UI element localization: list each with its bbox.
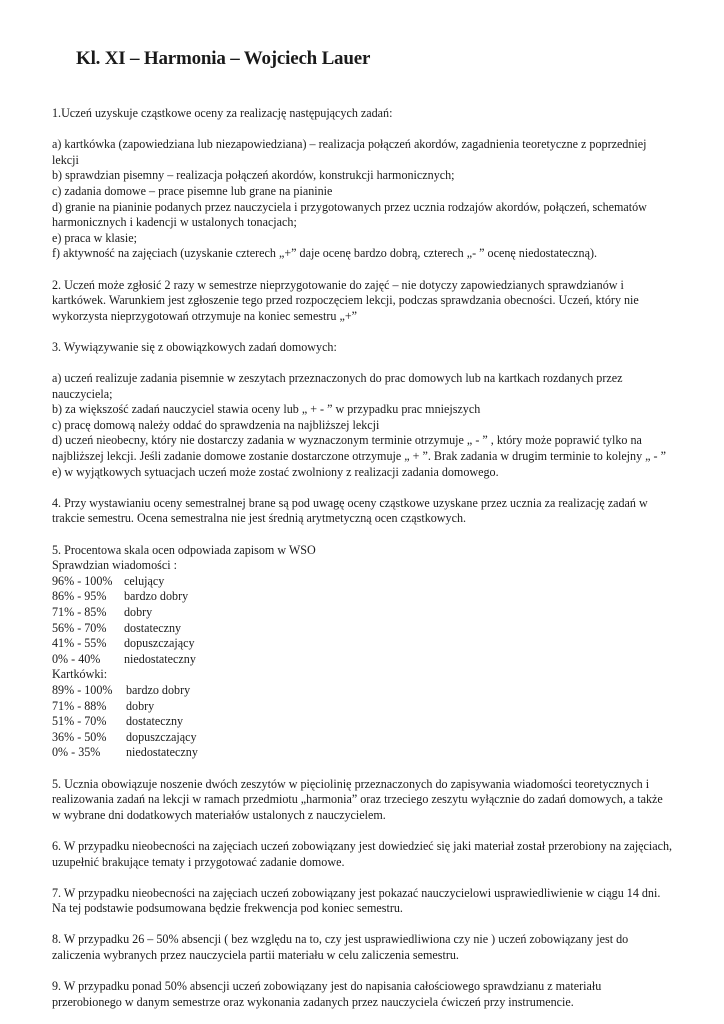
document-body bbox=[52, 106, 674, 1010]
grade-row bbox=[52, 714, 674, 730]
section-3-intro: 3. Wywiązywanie się z obowiązkowych zadań domowych: bbox=[52, 339, 337, 354]
section-4-paragraph: 4. Przy wystawianiu oceny semestralnej brane są pod uwagę oceny cząstkowe uzyskane przez ucznia za realizację zadań w trakcie semestru. Ocena semestralna nie jest średnią arytmetyczną ocen cząstkowych. bbox=[52, 495, 648, 526]
section-3-item-a: a) uczeń realizuje zadania pisemnie w zeszytach przeznaczonych do prac domowych lub na kartkach rozdanych przez nauczyciela; bbox=[52, 371, 623, 401]
sprawdzian-scale bbox=[52, 574, 674, 668]
grade-name: dopuszczający bbox=[124, 636, 195, 651]
grade-name: bardzo dobry bbox=[124, 589, 189, 604]
grade-name: bardzo dobry bbox=[126, 682, 191, 697]
grade-range: 36% - 50% bbox=[52, 729, 107, 744]
sprawdzian-label: Sprawdzian wiadomości : bbox=[52, 558, 177, 573]
kartkowki-label: Kartkówki: bbox=[52, 667, 108, 682]
grade-name: dostateczny bbox=[124, 620, 182, 635]
grade-row bbox=[52, 730, 674, 746]
grade-range: 41% - 55% bbox=[52, 636, 107, 651]
page-title: Kl. XI – Harmonia – Wojciech Lauer bbox=[76, 48, 371, 69]
grade-name: niedostateczny bbox=[124, 651, 196, 666]
grade-row bbox=[52, 605, 674, 621]
grade-row bbox=[52, 574, 674, 590]
section-6-paragraph: 5. Ucznia obowiązuje noszenie dwóch zeszytów w pięciolinię przeznaczonych do zapisywania wiadomości teoretycznych i realizowania zadań na lekcji w ramach przedmiotu „harmonia” oraz trzeciego zeszytu wyłącznie do zadań domowych, a także w wybrane dni dodatkowych materiałów ustalonych z nauczycielem. bbox=[52, 776, 663, 822]
grade-range: 0% - 40% bbox=[52, 651, 101, 666]
grade-name: dobry bbox=[126, 698, 155, 713]
grade-row bbox=[52, 652, 674, 668]
section-3-item-c: c) pracę domową należy oddać do sprawdzenia na najbliższej lekcji bbox=[52, 417, 380, 432]
section-1-item-c: c) zadania domowe – prace pisemne lub grane na pianinie bbox=[52, 183, 333, 198]
grade-range: 51% - 70% bbox=[52, 714, 107, 729]
section-5-intro: 5. Procentowa skala ocen odpowiada zapisom w WSO bbox=[52, 542, 316, 557]
grade-row bbox=[52, 699, 674, 715]
grade-range: 71% - 85% bbox=[52, 605, 107, 619]
grade-name: dostateczny bbox=[126, 714, 184, 729]
grade-range: 89% - 100% bbox=[52, 682, 113, 697]
grade-range: 0% - 35% bbox=[52, 745, 101, 760]
grade-row bbox=[52, 621, 674, 637]
section-9-paragraph: 8. W przypadku 26 – 50% absencji ( bez względu na to, czy jest usprawiedliwiona czy nie ) uczeń zobowiązany jest do zaliczenia wybranych przez nauczyciela partii materiału w celu zaliczenia semestru. bbox=[52, 932, 629, 963]
section-8-paragraph: 7. W przypadku nieobecności na zajęciach uczeń zobowiązany jest pokazać nauczycielowi usprawiedliwienie w ciągu 14 dni. Na tej podstawie podsumowana będzie frekwencja pod koniec semestru. bbox=[52, 885, 661, 916]
section-3-item-d: d) uczeń nieobecny, który nie dostarczy zadania w wyznaczonym terminie otrzymuje „ - ” , który może poprawić tylko na najbliższej lekcji. Jeśli zadanie domowe zostanie dostarczone otrzymuje „ + ”. Brak zadania w drugim terminie to kolejny „ - ” bbox=[52, 433, 666, 464]
grade-row bbox=[52, 683, 674, 699]
grade-row bbox=[52, 636, 674, 652]
section-1-intro: 1.Uczeń uzyskuje cząstkowe oceny za realizację następujących zadań: bbox=[52, 106, 393, 120]
section-10-paragraph: 9. W przypadku ponad 50% absencji uczeń zobowiązany jest do napisania całościowego sprawdzianu z materiału przerobionego w danym semestrze oraz wykonania zadanych przez nauczyciela ćwiczeń przy instrumencie. bbox=[52, 979, 602, 1009]
grade-name: niedostateczny bbox=[126, 745, 198, 760]
grade-name: dobry bbox=[124, 605, 153, 619]
section-7-paragraph: 6. W przypadku nieobecności na zajęciach uczeń zobowiązany jest dowiedzieć się jaki materiał został przerobiony na zajęciach, uzupełnić brakujące tematy i przygotować zadanie domowe. bbox=[52, 838, 673, 869]
grade-range: 71% - 88% bbox=[52, 698, 107, 713]
grade-range: 56% - 70% bbox=[52, 620, 107, 635]
section-1-item-d: d) granie na pianinie podanych przez nauczyciela i przygotowanych przez ucznia rodzajów akordów, połączeń, schematów harmonicznych i kadencji w ustalonych tonacjach; bbox=[52, 199, 647, 230]
section-3-item-e: e) w wyjątkowych sytuacjach uczeń może zostać zwolniony z realizacji zadania domowego. bbox=[52, 464, 499, 479]
kartkowki-scale bbox=[52, 683, 674, 761]
grade-range: 86% - 95% bbox=[52, 589, 107, 604]
grade-row bbox=[52, 745, 674, 761]
section-1-item-a: a) kartkówka (zapowiedziana lub niezapowiedziana) – realizacja połączeń akordów, zagadnienia teoretyczne z poprzedniej lekcji bbox=[52, 137, 647, 167]
section-1-item-e: e) praca w klasie; bbox=[52, 230, 137, 245]
section-3-item-b: b) za większość zadań nauczyciel stawia oceny lub „ + - ” w przypadku prac mniejszych bbox=[52, 402, 481, 417]
section-2-paragraph: 2. Uczeń może zgłosić 2 razy w semestrze nieprzygotowanie do zajęć – nie dotyczy zapowiedzianych sprawdzianów i kartkówek. Warunkiem jest zgłoszenie tego przed rozpoczęciem lekcji, podczas sprawdzania obecności. Uczeń, który nie wykorzysta nieprzygotowań otrzymuje na koniec semestru „+” bbox=[52, 277, 639, 323]
grade-name: dopuszczający bbox=[126, 729, 197, 744]
section-1-item-f: f) aktywność na zajęciach (uzyskanie czterech „+” daje ocenę bardzo dobrą, czterech „- ” ocenę niedostateczną). bbox=[52, 246, 597, 261]
grade-range: 96% - 100% bbox=[52, 573, 113, 588]
section-1-item-b: b) sprawdzian pisemny – realizacja połączeń akordów, konstrukcji harmonicznych; bbox=[52, 168, 455, 183]
grade-row bbox=[52, 589, 674, 605]
grade-name: celujący bbox=[124, 573, 165, 588]
